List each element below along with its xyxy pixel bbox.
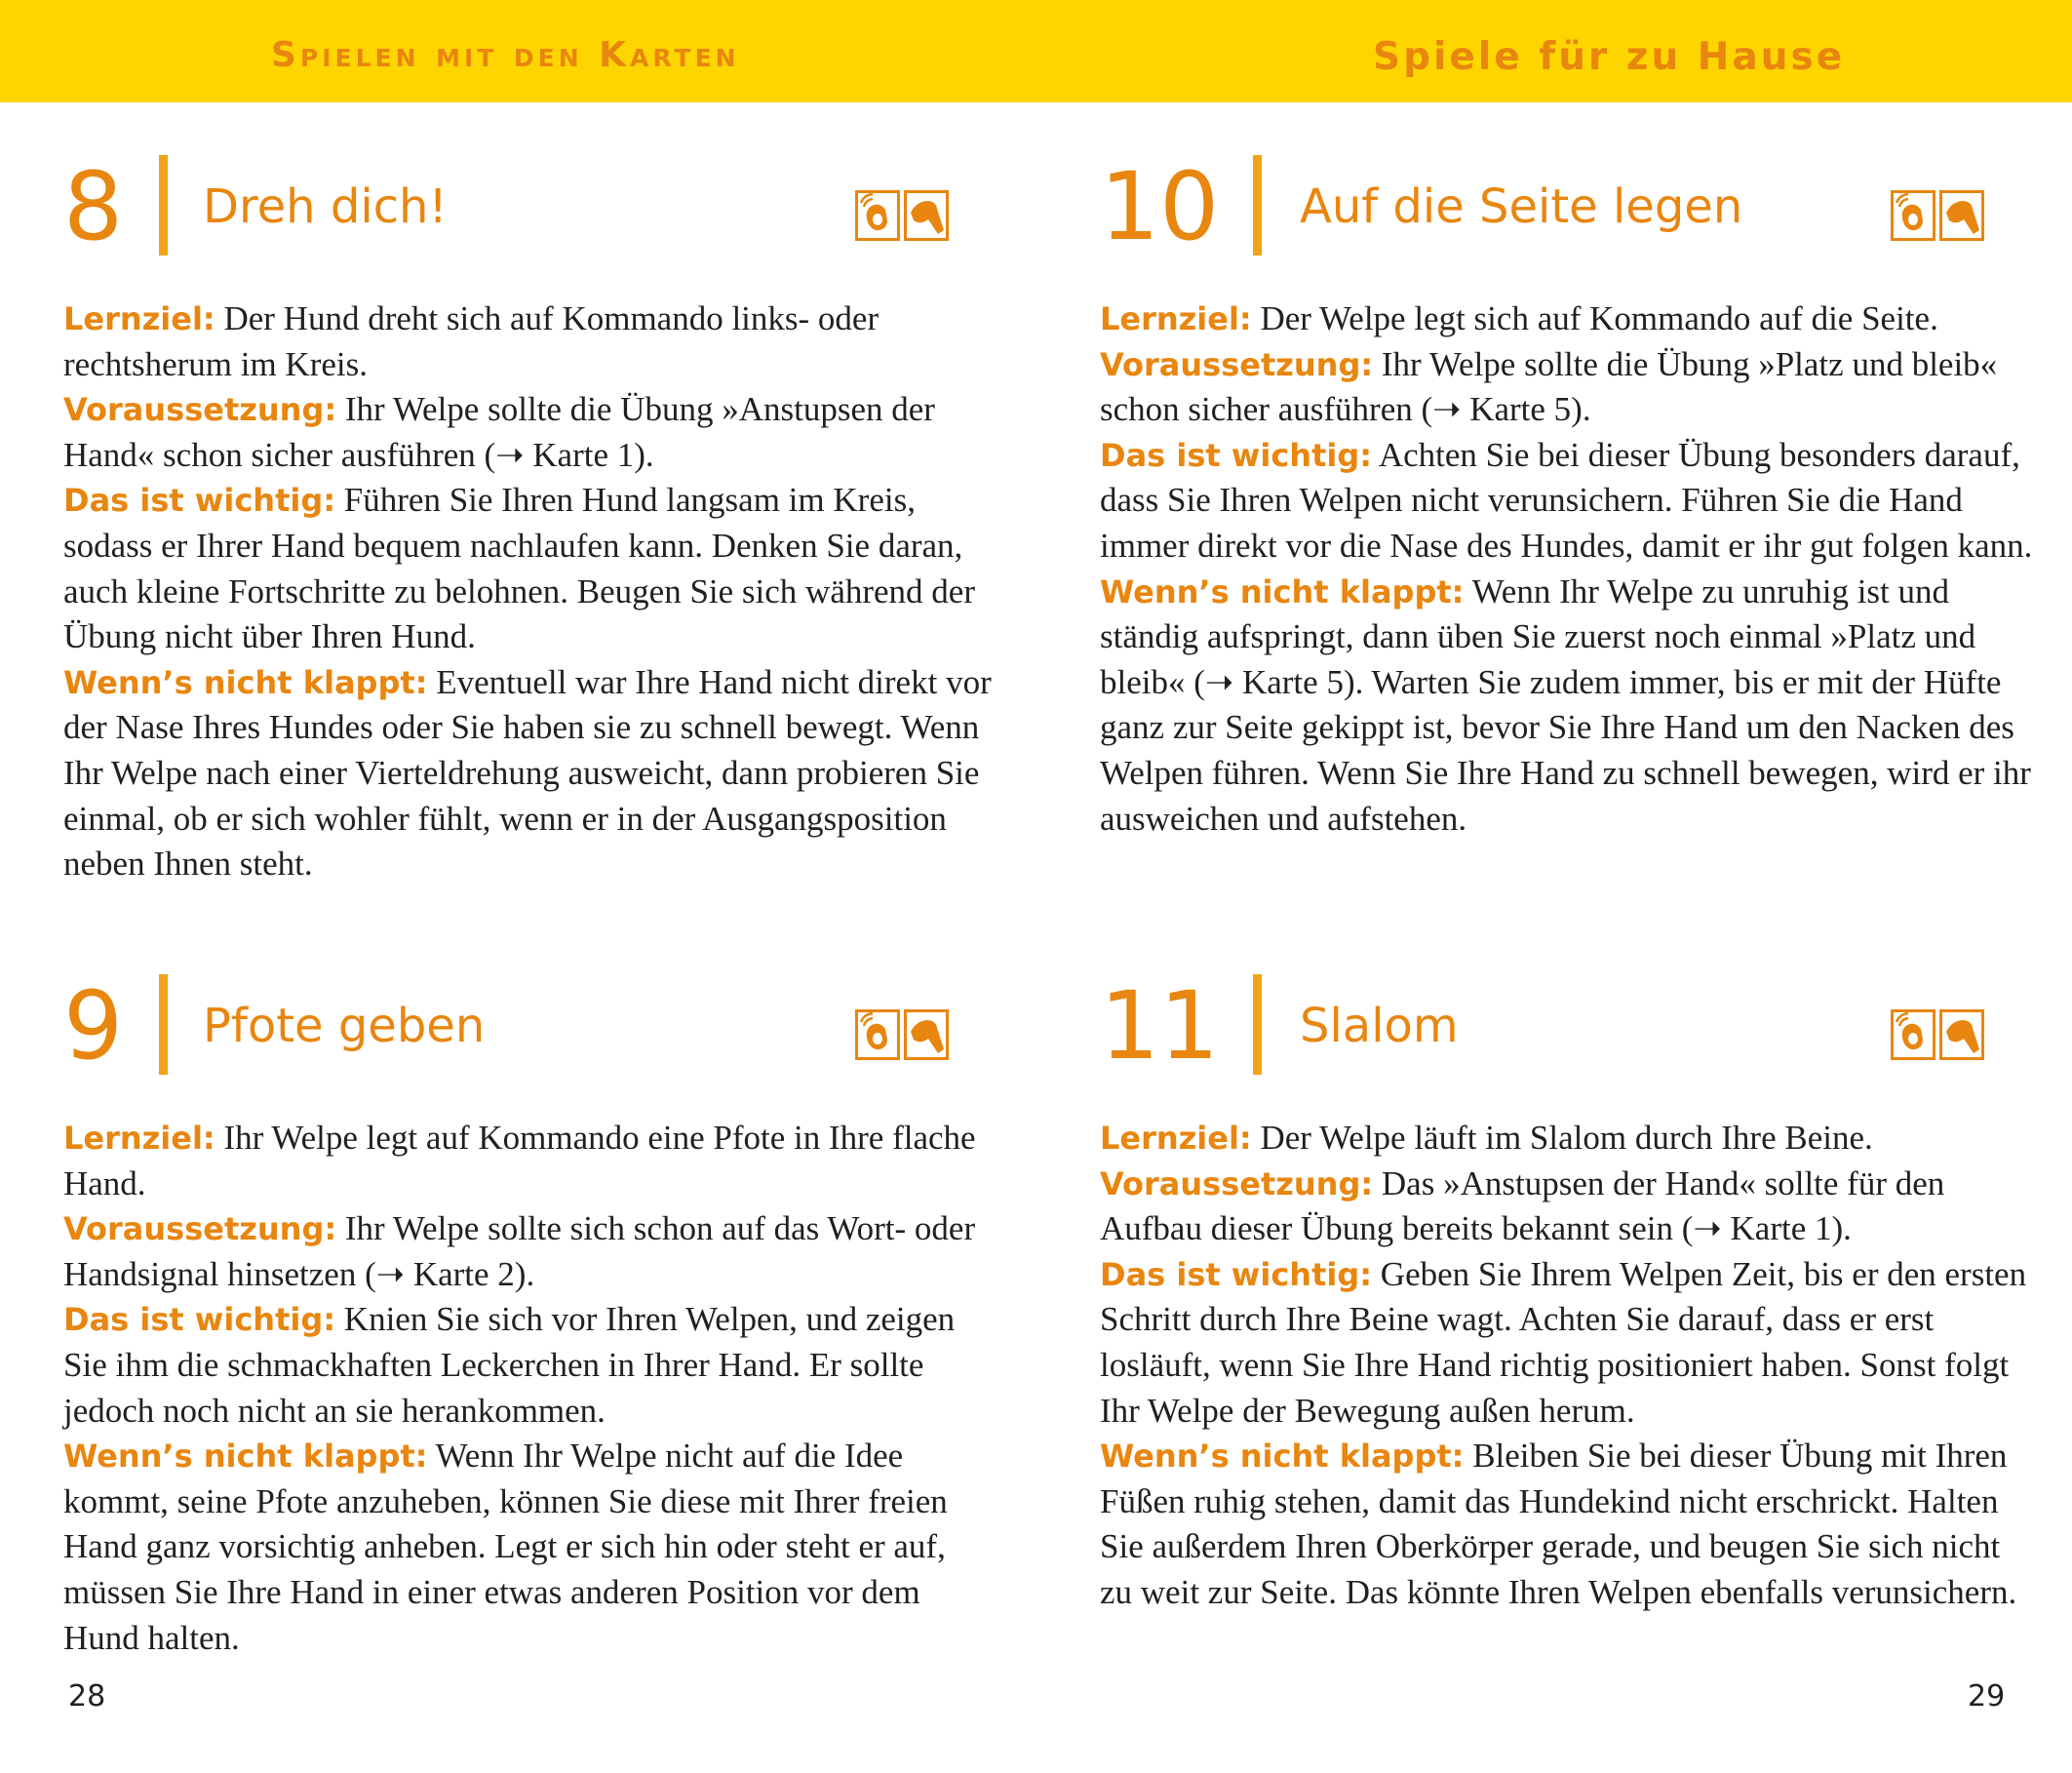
divider-bar: [1253, 155, 1262, 256]
section-text: Ihr Welpe sollte sich schon auf das Wort- oder Handsignal hinsetzen (➝ Karte 2).: [63, 1209, 976, 1293]
section-voraussetzung: [1100, 342, 2036, 433]
clicker-icon: [1891, 1009, 1935, 1060]
card-9: [63, 963, 999, 1661]
card-number: 11: [1100, 971, 1220, 1081]
section-label: Lernziel:: [1100, 1120, 1252, 1157]
card-11: [1100, 963, 2036, 1616]
section-voraussetzung: [63, 387, 999, 478]
page-number-right: 29: [1968, 1679, 2006, 1714]
section-text: Führen Sie Ihren Hund langsam im Kreis, sodass er Ihrer Hand bequem nachlaufen kann. Denken Sie daran, auch kleine Fortschritte zu belohnen. Beugen Sie sich während der Übung nicht über Ihren Hund.: [63, 481, 975, 656]
section-text: Der Welpe läuft im Slalom durch Ihre Beine.: [1251, 1119, 1873, 1157]
section-label: Lernziel:: [1100, 300, 1252, 337]
card-number: 10: [1100, 152, 1220, 261]
section-lernziel: [63, 296, 999, 387]
card-body: [63, 296, 999, 887]
card-number: 9: [63, 971, 124, 1081]
divider-bar: [1253, 974, 1262, 1075]
section-label: Wenn’s nicht klappt:: [1100, 572, 1465, 611]
card-header: [63, 143, 999, 270]
section-text: Achten Sie bei dieser Übung besonders darauf, dass Sie Ihren Welpen nicht verunsichern. Führen Sie die Hand immer direkt vor die Nase des Hundes, damit er ihr gut folgen kann.: [1100, 435, 2033, 565]
section-wichtig: [63, 1297, 999, 1434]
header-right-title: Spiele für zu Hause: [1373, 35, 1846, 79]
section-nicht-klappt: [63, 660, 999, 887]
section-voraussetzung: [63, 1206, 999, 1297]
card-header: [63, 963, 999, 1089]
section-text: Das »Anstupsen der Hand« sollte für den Aufbau dieser Übung bereits bekannt sein (➝ Karte 1).: [1100, 1163, 1945, 1248]
section-text: Bleiben Sie bei dieser Übung mit Ihren Füßen ruhig stehen, damit das Hundekind nicht erschrickt. Halten Sie außerdem Ihren Oberkörper gerade, und beugen Sie sich nicht zu weit zur Seite. Das könnte Ihren Welpen ebenfalls verunsichern.: [1100, 1437, 2017, 1611]
section-label: Das ist wichtig:: [63, 482, 336, 520]
section-label: Das ist wichtig:: [1100, 436, 1373, 474]
section-text: Ihr Welpe sollte die Übung »Platz und bleib« schon sicher ausführen (➝ Karte 5).: [1100, 344, 1998, 429]
section-text: Wenn Ihr Welpe zu unruhig ist und ständig aufspringt, dann üben Sie zuerst noch einmal »Platz und bleib« (➝ Karte 5). Warten Sie zudem immer, bis er mit der Hüfte ganz zur Seite gekippt ist, bevor Sie Ihre Hand um den Nacken des Welpen führen. Wenn Sie Ihre Hand zu schnell bewegen, wird er ihr ausweichen und aufstehen.: [1100, 571, 2031, 838]
section-text: Der Welpe legt sich auf Kommando auf die Seite.: [1251, 299, 1938, 337]
card-title: Dreh dich!: [203, 179, 448, 234]
card-number: 8: [63, 152, 124, 261]
section-text: Wenn Ihr Welpe nicht auf die Idee kommt, seine Pfote anzuheben, können Sie diese mit Ihrer freien Hand ganz vorsichtig anheben. Legt er sich hin oder steht er auf, müssen Sie Ihre Hand in einer etwas anderen Position vor dem Hund halten.: [63, 1437, 948, 1657]
section-wichtig: [1100, 1252, 2036, 1434]
hand-signal-icon: [1939, 190, 1984, 241]
section-label: Voraussetzung:: [63, 1210, 337, 1248]
section-text: Knien Sie sich vor Ihren Welpen, und zeigen Sie ihm die schmackhaften Leckerchen in Ihrer Hand. Er sollte jedoch noch nicht an sie herankommen.: [63, 1300, 956, 1430]
page-number-left: 28: [68, 1679, 106, 1714]
section-lernziel: [63, 1116, 999, 1206]
section-nicht-klappt: [1100, 570, 2036, 843]
section-text: Ihr Welpe sollte die Übung »Anstupsen der Hand« schon sicher ausführen (➝ Karte 1).: [63, 390, 935, 474]
section-voraussetzung: [1100, 1162, 2036, 1252]
section-text: Eventuell war Ihre Hand nicht direkt vor der Nase Ihres Hundes oder Sie haben sie zu schnell bewegt. Wenn Ihr Welpe nach einer Vierteldrehung ausweicht, dann probieren Sie einmal, ob er sich wohler fühlt, wenn er in der Ausgangsposition neben Ihnen steht.: [63, 662, 992, 884]
section-label: Das ist wichtig:: [1100, 1255, 1373, 1293]
section-label: Wenn’s nicht klappt:: [1100, 1438, 1465, 1476]
card-title: Slalom: [1300, 999, 1459, 1053]
header-left-title: Spielen mit den Karten: [271, 35, 740, 75]
card-body: [1100, 296, 2036, 842]
section-label: Lernziel:: [63, 300, 215, 337]
section-label: Wenn’s nicht klappt:: [63, 663, 428, 701]
section-label: Das ist wichtig:: [63, 1301, 336, 1339]
card-body: [63, 1116, 999, 1661]
clicker-icon: [855, 1009, 900, 1060]
section-text: Der Hund dreht sich auf Kommando links- oder rechtsherum im Kreis.: [63, 299, 880, 383]
section-nicht-klappt: [1100, 1434, 2036, 1615]
divider-bar: [159, 155, 168, 256]
card-body: [1100, 1116, 2036, 1616]
section-label: Voraussetzung:: [1100, 345, 1374, 383]
card-8: [63, 143, 999, 887]
card-title: Pfote geben: [203, 999, 486, 1053]
section-lernziel: [1100, 296, 2036, 342]
section-wichtig: [63, 478, 999, 659]
hand-signal-icon: [904, 1009, 949, 1060]
card-10: [1100, 143, 2036, 842]
section-nicht-klappt: [63, 1434, 999, 1661]
section-label: Wenn’s nicht klappt:: [63, 1438, 428, 1476]
section-text: Geben Sie Ihrem Welpen Zeit, bis er den ersten Schritt durch Ihre Beine wagt. Achten Sie darauf, dass er erst losläuft, wenn Sie Ihre Hand richtig positioniert haben. Sonst folgt Ihr Welpe der Bewegung außen herum.: [1100, 1254, 2027, 1430]
section-label: Voraussetzung:: [63, 391, 337, 429]
hand-signal-icon: [904, 190, 949, 241]
card-header: [1100, 143, 2036, 270]
card-title: Auf die Seite legen: [1300, 179, 1743, 234]
section-text: Ihr Welpe legt auf Kommando eine Pfote in Ihre flache Hand.: [63, 1119, 976, 1202]
clicker-icon: [1891, 190, 1935, 241]
section-wichtig: [1100, 433, 2036, 570]
hand-signal-icon: [1939, 1009, 1984, 1060]
divider-bar: [159, 974, 168, 1075]
card-header: [1100, 963, 2036, 1089]
section-label: Lernziel:: [63, 1120, 215, 1157]
section-label: Voraussetzung:: [1100, 1164, 1374, 1202]
section-lernziel: [1100, 1116, 2036, 1162]
clicker-icon: [855, 190, 900, 241]
